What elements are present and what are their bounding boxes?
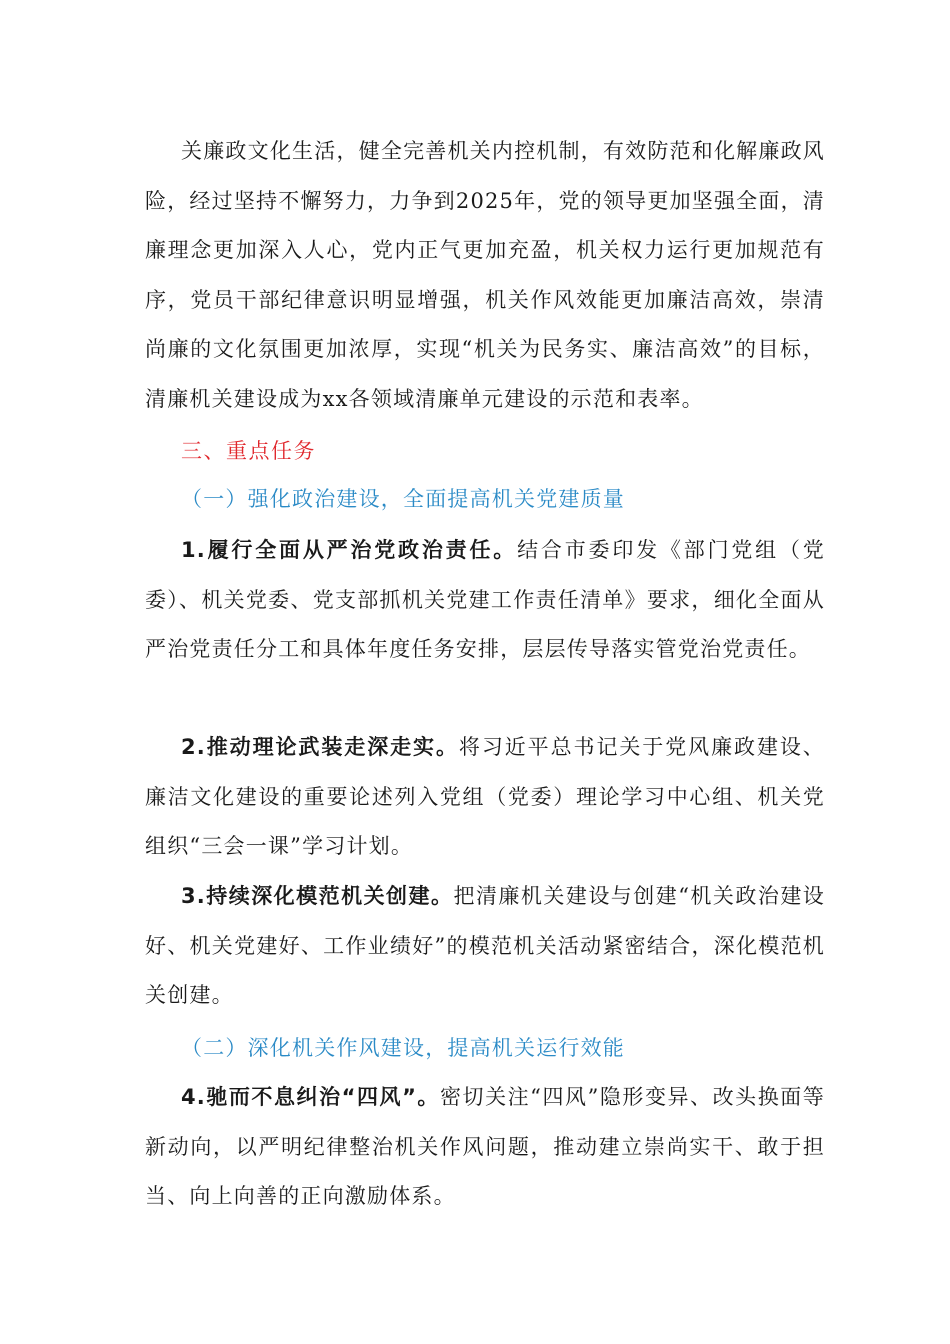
task-item-4-body: 密切关注“四风”隐形变异、改头换面等新动向，以严明纪律整治机关作风问题，推动建立崇尚实干、敢于担当、向上向善的正向激励体系。 — [145, 1085, 825, 1208]
subsection-heading-work-style: （二）深化机关作风建设，提高机关运行效能 — [181, 1036, 625, 1060]
task-item-3-body: 把清廉机关建设与创建“机关政治建设好、机关党建好、工作业绩好”的模范机关活动紧密结合，深化模范机关创建。 — [145, 884, 825, 1007]
task-item-2-body: 将习近平总书记关于党风廉政建设、廉洁文化建设的重要论述列入党组（党委）理论学习中心组、机关党组织“三会一课”学习计划。 — [145, 735, 825, 858]
task-item-1-body: 结合市委印发《部门党组（党委）、机关党委、党支部抓机关党建工作责任清单》要求，细化全面从严治党责任分工和具体年度任务安排，层层传导落实管党治党责任。 — [145, 538, 825, 661]
section-heading-key-tasks: 三、重点任务 — [181, 439, 316, 463]
task-item-4 — [145, 1073, 825, 1222]
task-item-1 — [145, 526, 825, 675]
task-item-1-title: 1.履行全面从严治党政治责任。 — [181, 538, 518, 562]
task-item-2 — [145, 723, 825, 872]
task-item-4-title: 4.驰而不息纠治“四风”。 — [181, 1085, 440, 1109]
task-item-3 — [145, 872, 825, 1021]
task-item-3-title: 3.持续深化模范机关创建。 — [181, 884, 454, 908]
subsection-heading-political-construction: （一）强化政治建设，全面提高机关党建质量 — [181, 487, 625, 511]
task-item-2-title: 2.推动理论武装走深走实。 — [181, 735, 459, 759]
intro-paragraph: 关廉政文化生活，健全完善机关内控机制，有效防范和化解廉政风险，经过坚持不懈努力，力争到2025年，党的领导更加坚强全面，清廉理念更加深入人心，党内正气更加充盈，机关权力运行更加规范有序，党员干部纪律意识明显增强，机关作风效能更加廉洁高效，崇清尚廉的文化氛围更加浓厚，实现“机关为民务实、廉洁高效”的目标，清廉机关建设成为xx各领域清廉单元建设的示范和表率。 — [145, 139, 825, 411]
